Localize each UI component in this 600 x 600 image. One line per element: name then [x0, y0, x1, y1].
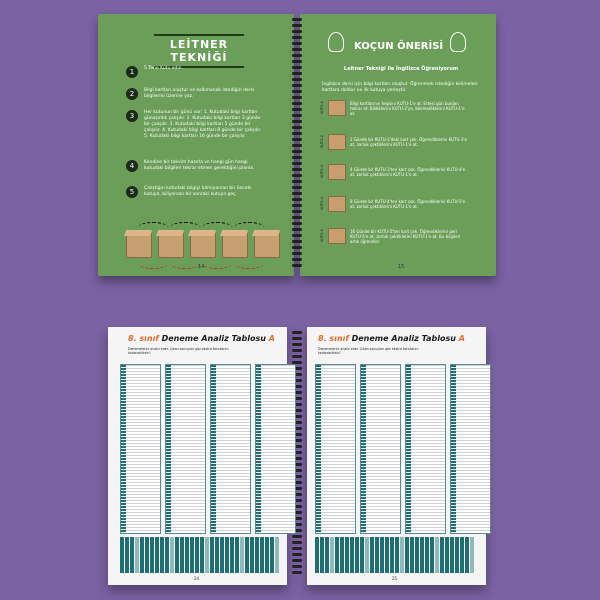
step-3: [126, 110, 264, 140]
spiral-ring: [292, 264, 302, 267]
footer-bar: [220, 537, 224, 573]
grid-column: [255, 364, 296, 534]
footer-bar: [205, 537, 209, 573]
spiral-ring: [292, 553, 302, 556]
footer-bar: [450, 537, 454, 573]
footer-bar: [435, 537, 439, 573]
footer-bar: [155, 537, 159, 573]
spiral-ring: [292, 42, 302, 45]
spiral-ring: [292, 571, 302, 574]
footer-bar: [455, 537, 459, 573]
spiral-ring: [292, 90, 302, 93]
footer-bar: [140, 537, 144, 573]
step-number: 1: [126, 66, 138, 78]
footer-bar: [345, 537, 349, 573]
footer-bar: [315, 537, 319, 573]
footer-bar: [465, 537, 469, 573]
kutu-row: [320, 132, 470, 152]
kutu-row: [320, 226, 470, 246]
spiral-ring: [292, 114, 302, 117]
grid-column: [450, 364, 491, 534]
footer-bar: [420, 537, 424, 573]
kutu-text: 4 Günde bir KUTU-3'ten kart çek. Öğrendiklerini KUTU-4'e at, zorluk çektiklerini KUTU-1'e at.: [350, 167, 466, 177]
spiral-ring: [292, 48, 302, 51]
footer-bar: [250, 537, 254, 573]
footer-bar: [410, 537, 414, 573]
back-arrow-icon: [234, 258, 264, 269]
footer-bar: [145, 537, 149, 573]
leitner-title-line2: TEKNİĞİ: [170, 51, 228, 64]
footer-bar: [425, 537, 429, 573]
analysis-footer: [315, 537, 474, 573]
footer-bar: [400, 537, 404, 573]
step-text: 5 Tane Kutu edin.: [144, 66, 183, 71]
kutu-row: [320, 194, 470, 214]
step-text: Bilgi kartları oluştur ve kalkmanak istediğin dersi bilgilerini üzerine yaz.: [144, 88, 255, 99]
footer-bar: [135, 537, 139, 573]
footer-bar: [170, 537, 174, 573]
footer-bar: [255, 537, 259, 573]
step-number: 2: [126, 88, 138, 100]
analysis-grid: [120, 364, 296, 532]
spiral-ring: [292, 234, 302, 237]
footer-bar: [120, 537, 124, 573]
spiral-ring: [292, 132, 302, 135]
grid-column: [120, 364, 161, 534]
page-number: 24: [194, 576, 200, 581]
step-2: [126, 88, 264, 100]
back-arrow-icon: [202, 258, 232, 269]
grid-column: [165, 364, 206, 534]
footer-bar: [340, 537, 344, 573]
footer-bar: [165, 537, 169, 573]
footer-bar: [240, 537, 244, 573]
step-1: [126, 66, 264, 78]
footer-bar: [200, 537, 204, 573]
step-number: 5: [126, 186, 138, 198]
spiral-ring: [292, 198, 302, 201]
spiral-ring: [292, 174, 302, 177]
footer-bar: [385, 537, 389, 573]
footer-bar: [210, 537, 214, 573]
footer-bar: [245, 537, 249, 573]
spiral-ring: [292, 60, 302, 63]
spiral-ring: [292, 337, 302, 340]
spiral-ring: [292, 78, 302, 81]
step-number: 3: [126, 110, 138, 122]
grid-column: [315, 364, 356, 534]
spiral-ring: [292, 156, 302, 159]
kutu-row: [320, 98, 470, 118]
footer-bar: [215, 537, 219, 573]
box-icon: [190, 234, 216, 258]
spiral-ring: [292, 349, 302, 352]
footer-bar: [235, 537, 239, 573]
footer-bar: [355, 537, 359, 573]
spiral-ring: [292, 559, 302, 562]
coach-intro: İngilizce dersi için bilgi kartları oluştur. Öğrenmek istediğin kelimeleri kartlara doldur ve ilk kutuya yerleştir.: [322, 82, 478, 93]
footer-bar: [445, 537, 449, 573]
kutu-label: KUTU-5: [320, 229, 324, 243]
leitner-title-line1: LEİTNER: [169, 38, 229, 51]
footer-bar: [380, 537, 384, 573]
analysis-title: 8. sınıf Deneme Analiz Tablosu A: [318, 334, 465, 343]
spiral-ring: [292, 96, 302, 99]
spiral-ring: [292, 210, 302, 213]
spiral-ring: [292, 204, 302, 207]
spiral-ring: [292, 192, 302, 195]
footer-bar: [365, 537, 369, 573]
spiral-ring: [292, 168, 302, 171]
page-number: 25: [392, 576, 398, 581]
kutu-label: KUTU-1: [320, 101, 324, 115]
spiral-ring: [292, 222, 302, 225]
box-icon: [328, 228, 346, 244]
kutu-text: Bilgi kartlarının hepsini KUTU-1'e at. Ertesi gün bunları tekrar et. Bildiklerini KUTU-2'ye, bilemediklerini KUTU-1'e at.: [350, 100, 465, 116]
spiral-ring: [292, 138, 302, 141]
box-icon: [126, 234, 152, 258]
box-icon: [328, 164, 346, 180]
spiral-ring: [292, 180, 302, 183]
coach-title: KOÇUN ÖNERİSİ: [354, 41, 444, 52]
footer-bar: [195, 537, 199, 573]
box-icon: [222, 234, 248, 258]
spiral-ring: [292, 240, 302, 243]
analysis-notebook: [108, 327, 486, 585]
kutu-label: KUTU-4: [320, 197, 324, 211]
footer-bar: [260, 537, 264, 573]
box-icon: [254, 234, 280, 258]
footer-bar: [440, 537, 444, 573]
footer-bar: [415, 537, 419, 573]
page-number: 14: [198, 264, 205, 270]
spiral-ring: [292, 54, 302, 57]
step-5: [126, 186, 264, 198]
footer-bar: [430, 537, 434, 573]
spiral-binding: [292, 18, 302, 272]
step-number: 4: [126, 160, 138, 172]
spiral-ring: [292, 355, 302, 358]
grid-column: [405, 364, 446, 534]
lightbulb-icon: [328, 32, 344, 52]
kutu-row: [320, 162, 470, 182]
spiral-ring: [292, 36, 302, 39]
step-text: Her kutunun bir günü var: 1. Kutudaki bilgi kartları günaşırılık çalışılır. 2. Kutudaki bilgi kartları 3 günde bir çalışılır. 3. Kutudaki bilgi kartları 5 günde bir çalışılır. 4. Kutudaki bilgi kartları 8 günde bir çalışılır. 5. Kutudaki bilgi kartları 16 günde bir çalışılır.: [144, 110, 262, 139]
spiral-ring: [292, 565, 302, 568]
spiral-ring: [292, 66, 302, 69]
kutu-label: KUTU-2: [320, 135, 324, 149]
footer-bar: [390, 537, 394, 573]
kutu-text: 2 Günde bir KUTU-2'deki kart çek. Öğrendiklerini KUTU-3'e at, zorluk çektiklerini KUTU-1'e at.: [350, 137, 467, 147]
step-4: [126, 160, 264, 172]
spiral-ring: [292, 24, 302, 27]
spiral-ring: [292, 343, 302, 346]
footer-bar: [320, 537, 324, 573]
box-icon: [328, 100, 346, 116]
footer-bar: [150, 537, 154, 573]
footer-bar: [405, 537, 409, 573]
spiral-ring: [292, 120, 302, 123]
cardboard-boxes-row: [126, 230, 286, 264]
footer-bar: [265, 537, 269, 573]
footer-bar: [370, 537, 374, 573]
spiral-ring: [292, 102, 302, 105]
step-text: Çalıştığın kutudaki bilgiyi bilmiyorsan bir önceki kutuya, biliyorsan bir sonraki kutuya geç.: [144, 186, 252, 197]
kutu-text: 16 Günde bir KUTU-5'ten kart çek. Öğrendiklerini geri KUTU-5'e at, zorluk çektiklerini KUTU-1'e at. Bu bilgileri artık öğrendin!: [350, 228, 461, 244]
footer-bar: [190, 537, 194, 573]
spiral-ring: [292, 246, 302, 249]
spiral-ring: [292, 108, 302, 111]
footer-bar: [230, 537, 234, 573]
footer-bar: [350, 537, 354, 573]
footer-bar: [375, 537, 379, 573]
grid-column: [360, 364, 401, 534]
page-number: 15: [398, 264, 405, 270]
grid-column: [210, 364, 251, 534]
footer-bar: [225, 537, 229, 573]
analysis-footer: [120, 537, 279, 573]
spiral-ring: [292, 84, 302, 87]
footer-bar: [395, 537, 399, 573]
spiral-ring: [292, 144, 302, 147]
spiral-ring: [292, 228, 302, 231]
footer-bar: [125, 537, 129, 573]
spiral-ring: [292, 150, 302, 153]
footer-bar: [330, 537, 334, 573]
footer-bar: [275, 537, 279, 573]
analysis-note: Denemelerini analiz eder. Çıkan sonuçları göz ekstra konularını kaldırabilirsin!: [318, 347, 419, 355]
footer-bar: [460, 537, 464, 573]
analysis-grid: [315, 364, 491, 532]
forward-arrow-icon: [138, 222, 168, 233]
footer-bar: [160, 537, 164, 573]
footer-bar: [270, 537, 274, 573]
spiral-ring: [292, 258, 302, 261]
back-arrow-icon: [170, 258, 200, 269]
spiral-ring: [292, 162, 302, 165]
footer-bar: [470, 537, 474, 573]
footer-bar: [180, 537, 184, 573]
footer-bar: [130, 537, 134, 573]
spiral-ring: [292, 18, 302, 21]
spiral-ring: [292, 30, 302, 33]
forward-arrow-icon: [234, 222, 264, 233]
box-icon: [328, 196, 346, 212]
analysis-title: 8. sınıf Deneme Analiz Tablosu A: [128, 334, 275, 343]
footer-bar: [175, 537, 179, 573]
lightbulb-icon: [450, 32, 466, 52]
analysis-note: Denemelerini analiz eder. Çıkan sonuçları göz ekstra konularını kaldırabilirsin!: [128, 347, 229, 355]
forward-arrow-icon: [202, 222, 232, 233]
kutu-text: 8 Günde bir KUTU-4'ten kart çek. Öğrendiklerini KUTU-5'e at, zorluk çektiklerini KUTU-1'e at.: [350, 199, 466, 209]
spiral-ring: [292, 541, 302, 544]
coach-subtitle: Leitner Tekniği ile İngilizce Öğreniyorum: [343, 66, 459, 72]
leitner-notebook: [98, 14, 496, 276]
spiral-ring: [292, 252, 302, 255]
box-icon: [328, 134, 346, 150]
footer-bar: [360, 537, 364, 573]
spiral-ring: [292, 72, 302, 75]
spiral-ring: [292, 126, 302, 129]
footer-bar: [335, 537, 339, 573]
spiral-ring: [292, 535, 302, 538]
spiral-ring: [292, 547, 302, 550]
back-arrow-icon: [138, 258, 168, 269]
box-icon: [158, 234, 184, 258]
step-text: Kendine bir takvim hazırla ve hangi gün hangi kutudaki bilgileri tekrar etmen gerektiğini planla.: [144, 160, 255, 171]
forward-arrow-icon: [170, 222, 200, 233]
kutu-label: KUTU-3: [320, 165, 324, 179]
spiral-ring: [292, 216, 302, 219]
spiral-ring: [292, 186, 302, 189]
footer-bar: [185, 537, 189, 573]
footer-bar: [325, 537, 329, 573]
spiral-ring: [292, 331, 302, 334]
